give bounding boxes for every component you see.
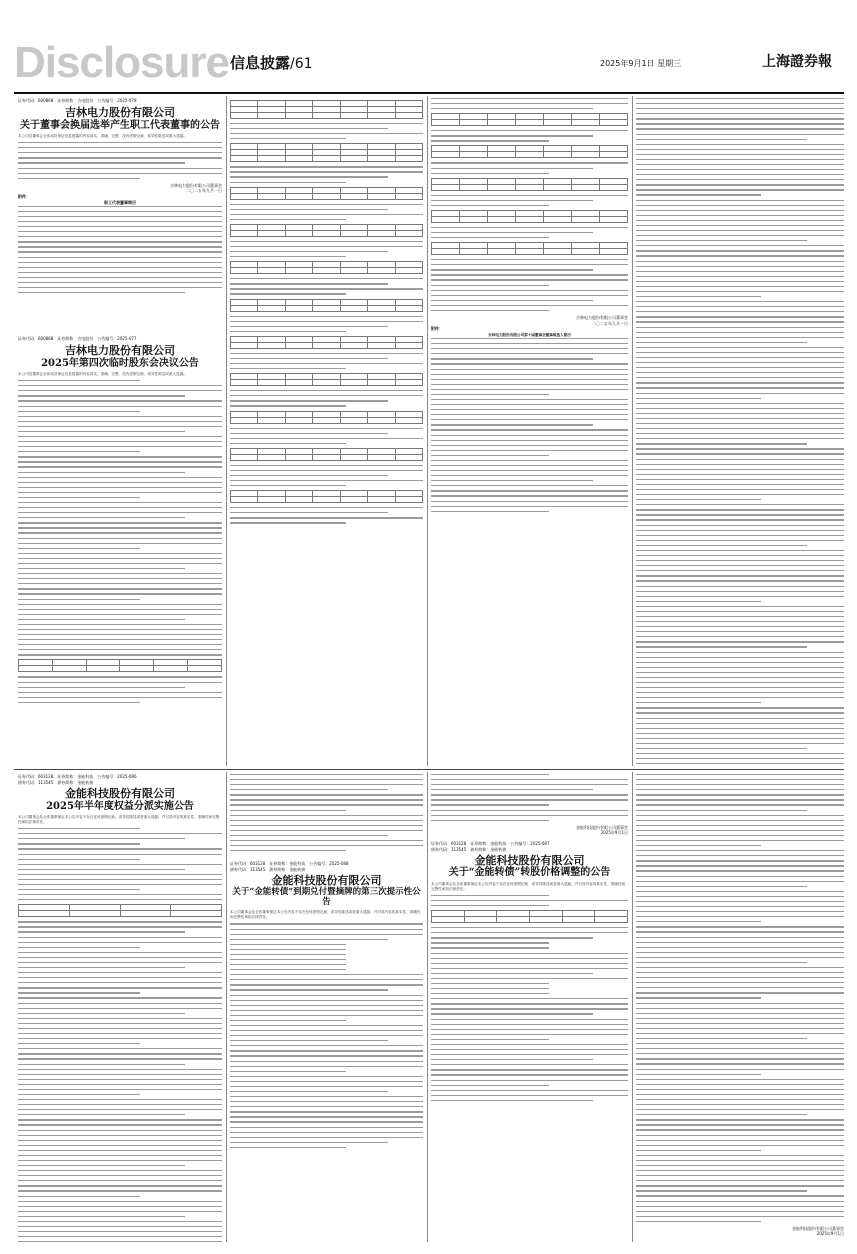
- signature-board: 吉林电力股份有限公司董事会: [170, 182, 222, 188]
- announcement-dividend: [18, 774, 222, 1244]
- vote-results-and-resumes: [431, 98, 628, 766]
- signature-board: 金能科技股份有限公司董事会: [792, 1225, 844, 1231]
- section-divider: [14, 769, 844, 770]
- disclosure-logo: Disclosure: [14, 38, 229, 87]
- page-number: /61: [290, 56, 313, 72]
- column-divider: [427, 96, 428, 766]
- vote-table: [230, 336, 423, 349]
- attachment-label: 附件：: [431, 326, 443, 332]
- signature-board: 金能科技股份有限公司董事会: [576, 824, 628, 830]
- announcement-title: 关于“金能转债”转股价格调整的公告: [448, 867, 611, 879]
- bond-codes: 债券代码：113545 债券简称：金能转债: [431, 846, 507, 852]
- announcement-title: 关于董事会换届选举产生职工代表董事的公告: [20, 119, 220, 131]
- vote-table: [230, 448, 423, 461]
- resume-heading: 吉林电力股份有限公司第十届董事会董事候选人简历: [488, 333, 571, 338]
- vote-table: [18, 659, 222, 672]
- vote-table: [431, 145, 628, 158]
- vote-table: [230, 411, 423, 424]
- company-name: 吉林电力股份有限公司: [65, 106, 175, 119]
- security-codes: 证券代码：603128 证券简称：金能科技 公告编号：2025-086: [18, 774, 137, 779]
- column-divider: [226, 96, 227, 766]
- resume-text: [431, 338, 628, 512]
- vote-table: [431, 178, 628, 191]
- bond-codes: 债券代码：113545 债券简称：金能转债: [230, 867, 306, 873]
- vote-table: [431, 113, 628, 126]
- masthead: [0, 0, 857, 87]
- vote-table: [230, 261, 423, 274]
- vote-table: [230, 224, 423, 237]
- header-rule: [14, 92, 844, 94]
- vote-table: [230, 490, 423, 503]
- disclaimer: 本公司董事会及全体董事保证本公告内容不存在任何虚假记载、误导性陈述或者重大遗漏，并对其内容的真实性、准确性和完整性承担法律责任。: [18, 815, 220, 825]
- body-text: [18, 380, 222, 655]
- security-codes: 证券代码：600868 证券简称：吉电股份 公告编号：2025-077: [18, 336, 137, 341]
- resume-text: [18, 206, 222, 294]
- vote-table: [230, 373, 423, 386]
- vote-table: [230, 187, 423, 200]
- disclaimer: 本公司及董事会全体成员保证信息披露的内容真实、准确、完整，没有虚假记载、误导性陈述或重大遗漏。: [18, 372, 187, 377]
- announcement-employee-director: [18, 98, 222, 330]
- section-name: 信息披露: [230, 54, 291, 72]
- security-codes: 证券代码：603128 证券简称：金能科技 公告编号：2025-087: [431, 840, 550, 846]
- security-codes: 证券代码：603128 证券简称：金能科技 公告编号：2025-088: [230, 861, 349, 867]
- announcement-title: 2025年第四次临时股东会决议公告: [41, 357, 199, 369]
- company-name: 金能科技股份有限公司: [474, 853, 585, 867]
- dates-table: [18, 904, 222, 917]
- company-name: 吉林电力股份有限公司: [65, 344, 175, 357]
- body-text: [18, 142, 222, 179]
- suspension-table: [431, 910, 628, 923]
- issue-date: 2025年9月1日 星期三: [600, 59, 682, 68]
- newspaper-brand: 上海證券報: [762, 54, 832, 70]
- bond-codes: 债券代码：113545 债券简称：金能转债: [18, 780, 94, 785]
- announcement-continued: [636, 774, 844, 1244]
- announcement-conversion-price: [431, 774, 628, 1244]
- column-divider: [632, 96, 633, 766]
- vote-table: [431, 242, 628, 255]
- vote-results-column: [230, 98, 423, 766]
- director-resumes: [636, 98, 844, 766]
- announcement-bond-redemption: [230, 774, 423, 1244]
- attachment-label: 附件：: [18, 193, 30, 199]
- vote-table: [431, 210, 628, 223]
- signature-date: 2025年9月1日: [600, 830, 628, 836]
- signature-date: 2025年9月1日: [816, 1231, 844, 1237]
- announcement-title: 关于“金能转债”到期兑付暨摘牌的第三次提示性公告: [232, 886, 421, 907]
- vote-table: [230, 299, 423, 312]
- signature-date: 二〇二五年九月一日: [592, 320, 628, 326]
- announcement-shareholder-meeting: [18, 336, 222, 766]
- resume-heading: 职工代表董事简历: [104, 199, 136, 205]
- column-divider: [427, 772, 428, 1242]
- signature-board: 吉林电力股份有限公司董事会: [576, 315, 628, 321]
- announcement-title: 2025年半年度权益分派实施公告: [46, 800, 194, 812]
- security-codes: 证券代码：600868 证券简称：吉电股份 公告编号：2025-078: [18, 98, 137, 103]
- company-name: 金能科技股份有限公司: [65, 787, 175, 800]
- signature-date: 二〇二五年九月一日: [186, 188, 222, 194]
- vote-table: [230, 143, 423, 162]
- column-divider: [226, 772, 227, 1242]
- disclaimer: 本公司董事会及全体董事保证本公告内容不存在任何虚假记载、误导性陈述或者重大遗漏，并对其内容的真实性、准确性和完整性承担法律责任。: [230, 910, 421, 920]
- company-name: 金能科技股份有限公司: [271, 874, 382, 888]
- body-text-continued: [18, 676, 222, 703]
- disclaimer: 本公司及董事会全体成员保证信息披露的内容真实、准确、完整，没有虚假记载、误导性陈述或重大遗漏。: [18, 134, 187, 139]
- column-divider: [632, 772, 633, 1242]
- disclaimer: 本公司董事会及全体董事保证本公告内容不存在任何虚假记载、误导性陈述或者重大遗漏，并对其内容的真实性、准确性和完整性承担法律责任。: [431, 881, 626, 891]
- section-title: [230, 52, 313, 73]
- vote-table: [230, 100, 423, 119]
